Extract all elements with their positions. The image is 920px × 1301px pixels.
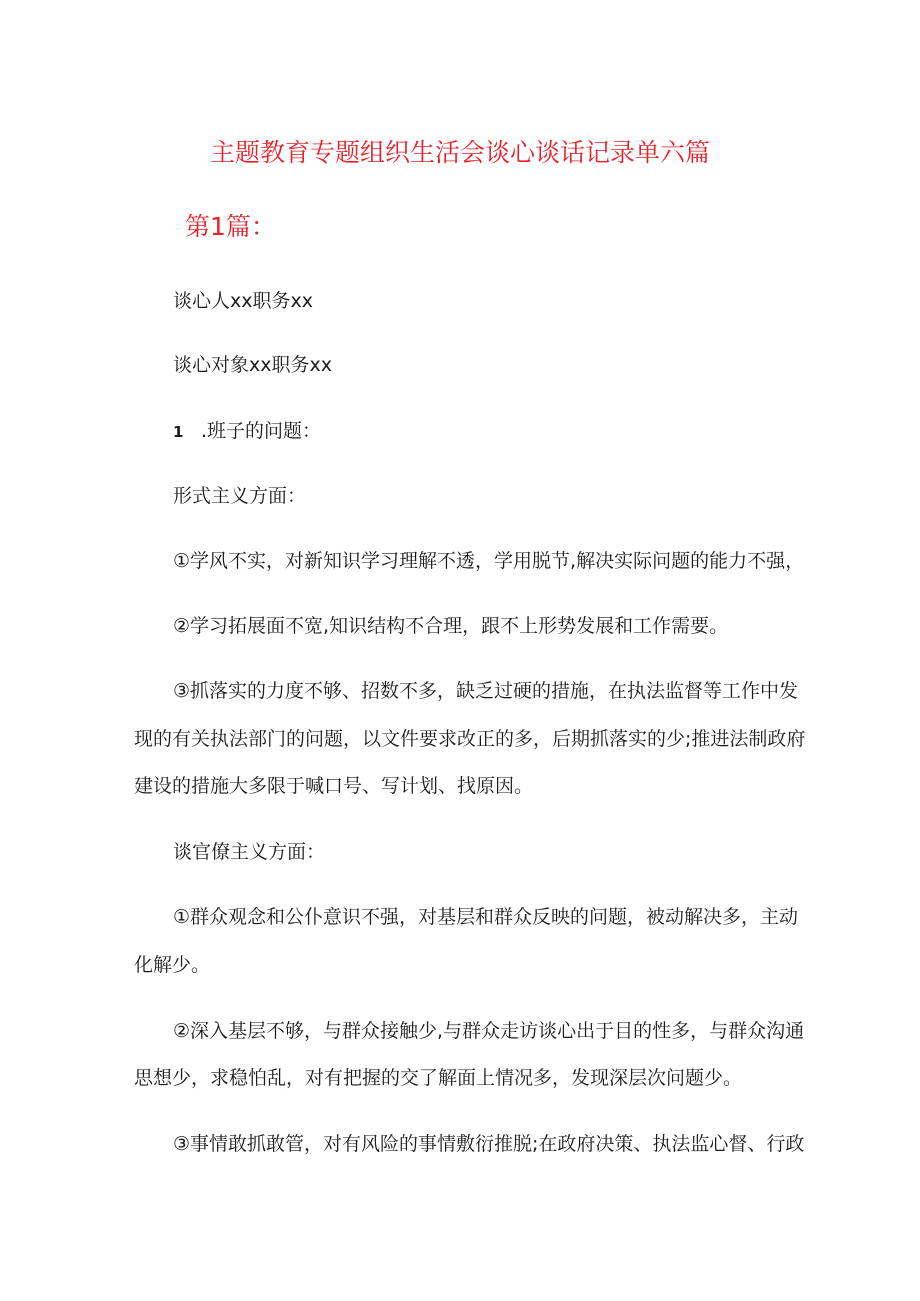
document-title: 主题教育专题组织生活会谈心谈话记录单六篇 bbox=[209, 138, 710, 167]
bureaucracy-heading: 谈官僚主义方面： bbox=[173, 841, 326, 863]
item-1-text: .班子的问题： bbox=[201, 420, 322, 442]
section-heading: 第1篇： bbox=[185, 212, 276, 241]
formalism-paragraph-3-line-1: ③抓落实的力度不够、招数不多，缺乏过硬的措施，在执法监督等工作中发 bbox=[173, 680, 799, 702]
formalism-paragraph-3-line-3: 建设的措施大多限于喊口号、写计划、找原因。 bbox=[134, 775, 534, 797]
bureaucracy-paragraph-1-line-2: 化解少。 bbox=[134, 954, 211, 976]
item-1-number: 1 bbox=[173, 423, 184, 441]
item-1-line bbox=[173, 418, 321, 445]
bureaucracy-paragraph-1-line-1: ①群众观念和公仆意识不强，对基层和群众反映的问题，被动解决多，主动 bbox=[173, 906, 799, 928]
talker-line: 谈心人xx职务xx bbox=[173, 290, 313, 312]
bureaucracy-paragraph-2-line-2: 思想少，求稳怕乱，对有把握的交了解面上情况多，发现深层次问题少。 bbox=[134, 1067, 743, 1089]
formalism-paragraph-3-line-2: 现的有关执法部门的问题，以文件要求改正的多，后期抓落实的少;推进法制政府 bbox=[134, 728, 806, 750]
target-line: 谈心对象xx职务xx bbox=[173, 354, 332, 376]
formalism-paragraph-1: ①学风不实，对新知识学习理解不透，学用脱节,解决实际问题的能力不强， bbox=[173, 550, 805, 572]
formalism-paragraph-2: ②学习拓展面不宽,知识结构不合理，跟不上形势发展和工作需要。 bbox=[173, 615, 729, 637]
bureaucracy-paragraph-2-line-1: ②深入基层不够，与群众接触少,与群众走访谈心出于目的性多，与群众沟通 bbox=[173, 1020, 805, 1042]
bureaucracy-paragraph-3-line-1: ③事情敢抓敢管，对有风险的事情敷衍推脱;在政府决策、执法监心督、行政 bbox=[173, 1133, 805, 1155]
formalism-heading: 形式主义方面： bbox=[173, 485, 307, 507]
